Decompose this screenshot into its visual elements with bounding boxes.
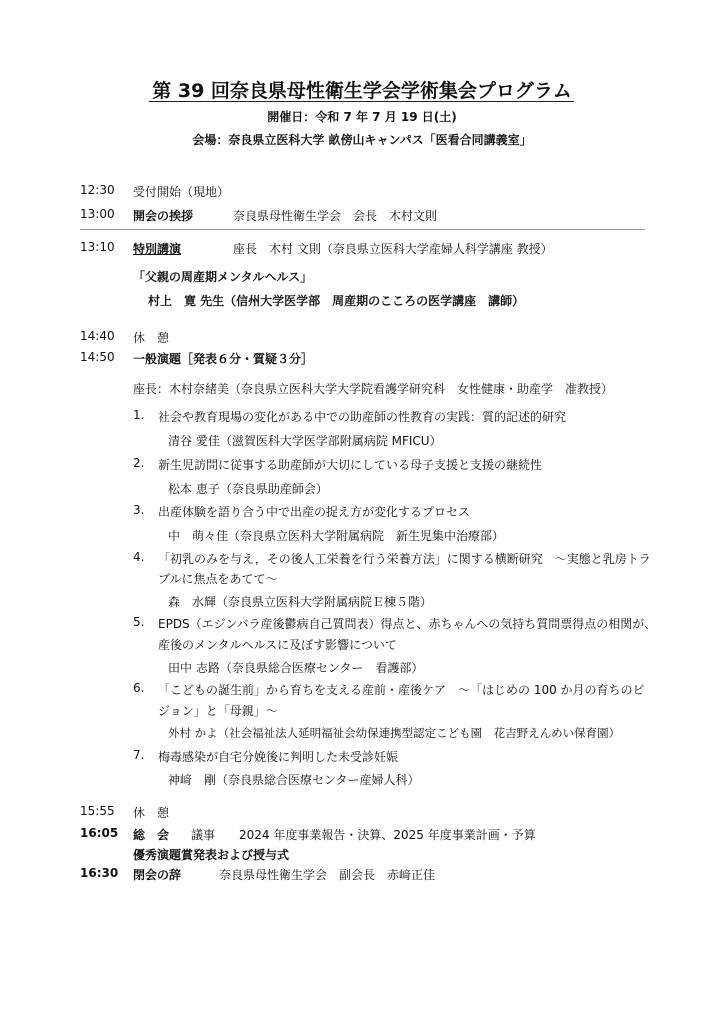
general-meeting-text: 議事 2024 年度事業報告・決算、2025 年度事業計画・予算: [191, 828, 536, 842]
item-title: 出産体験を語り合う中で出産の捉え方が変化するプロセス: [158, 505, 471, 519]
break2-time: 15:55: [80, 804, 115, 818]
closing-time: 16:30: [80, 866, 119, 880]
item-presenter: 田中 志路（奈良県総合医療センター 看護部）: [168, 661, 424, 675]
item-number: 7.: [133, 748, 145, 762]
special-chair: 座長 木村 文則（奈良県立医科大学産婦人科学講座 教授）: [233, 242, 553, 256]
break1-text: 休 憩: [133, 331, 170, 345]
item-number: 4.: [133, 550, 145, 564]
special-speaker: 村上 寛 先生（信州大学医学部 周産期のこころの医学講座 講師）: [148, 294, 525, 308]
title-underline: [149, 101, 574, 102]
special-time: 13:10: [80, 240, 115, 254]
item-title-cont: ブルに焦点をあてて～: [158, 572, 278, 586]
item-number: 1.: [133, 408, 145, 422]
item-title: 社会や教育現場の変化がある中での助産師の性教育の実践：質的記述的研究: [158, 410, 567, 424]
item-presenter: 神﨑 剛（奈良県総合医療センター産婦人科）: [168, 773, 420, 787]
item-title: 「初乳のみを与え，その後人工栄養を行う栄養方法」に関する横断研究 ～実態と乳房トラ: [158, 552, 651, 566]
item-presenter: 清谷 愛佳（滋賀医科大学医学部附属病院 MFICU）: [168, 434, 442, 448]
item-title: 梅毒感染が自宅分娩後に判明した未受診妊娠: [158, 750, 399, 764]
break2-text: 休 憩: [133, 806, 170, 820]
special-label: 特別講演: [133, 242, 182, 256]
venue-line: 会場：奈良県立医科大学 畝傍山キャンパス「医看合同講義室」: [192, 133, 532, 147]
date-line: 開催日：令和 7 年 7 月 19 日(土): [267, 110, 457, 124]
general-meeting-time: 16:05: [80, 826, 119, 840]
item-title: 新生児訪問に従事する助産師が大切にしている母子支援と支援の継続性: [158, 458, 543, 472]
closing-text: 奈良県母性衛生学会 副会長 赤﨑正佳: [219, 868, 436, 882]
section-divider: [80, 229, 645, 230]
break1-time: 14:40: [80, 329, 115, 343]
general-label: 一般演題［発表６分・質疑３分］: [133, 352, 314, 366]
item-presenter: 中 萌々佳（奈良県立医科大学附属病院 新生児集中治療部）: [168, 529, 505, 543]
reception-text: 受付開始（現地）: [133, 185, 230, 199]
item-number: 2.: [133, 456, 145, 470]
item-presenter: 外村 かよ（社会福祉法人延明福祉会幼保連携型認定こども園 花吉野えんめい保育園）: [168, 726, 621, 740]
award-ceremony: 優秀演題賞発表および授与式: [133, 848, 290, 862]
item-number: 5.: [133, 615, 145, 629]
item-presenter: 森 水輝（奈良県立医科大学附属病院Ｅ棟５階）: [168, 595, 433, 609]
item-title: EPDS（エジンバラ産後鬱病自己質問表）得点と、赤ちゃんへの気持ち質問票得点の相関が、: [158, 617, 657, 631]
item-title-cont: 産後のメンタルヘルスに及ぼす影響について: [158, 638, 397, 652]
item-presenter: 松本 恵子（奈良県助産師会）: [168, 482, 328, 496]
general-chair: 座長：木村奈緒美（奈良県立医科大学大学院看護学研究科 女性健康・助産学 准教授）: [133, 382, 614, 396]
item-number: 6.: [133, 681, 145, 695]
opening-time: 13:00: [80, 207, 115, 221]
item-title-cont: ジョン」と「母親」～: [158, 704, 278, 718]
closing-label: 閉会の辞: [133, 868, 182, 882]
opening-text: 奈良県母性衛生学会 会長 木村文則: [233, 209, 438, 223]
special-lecture-title: 「父親の周産期メンタルヘルス」: [133, 270, 313, 284]
page-title: 第 39 回奈良県母性衛生学会学術集会プログラム: [152, 80, 572, 102]
item-title: 「こどもの誕生前」から育ちを支える産前・産後ケア ～「はじめの 100 か月の育ちのビ: [158, 683, 645, 697]
general-meeting-label: 総 会: [133, 828, 170, 842]
general-time: 14:50: [80, 350, 115, 364]
reception-time: 12:30: [80, 183, 115, 197]
item-number: 3.: [133, 503, 145, 517]
opening-label: 開会の挨拶: [133, 209, 194, 223]
